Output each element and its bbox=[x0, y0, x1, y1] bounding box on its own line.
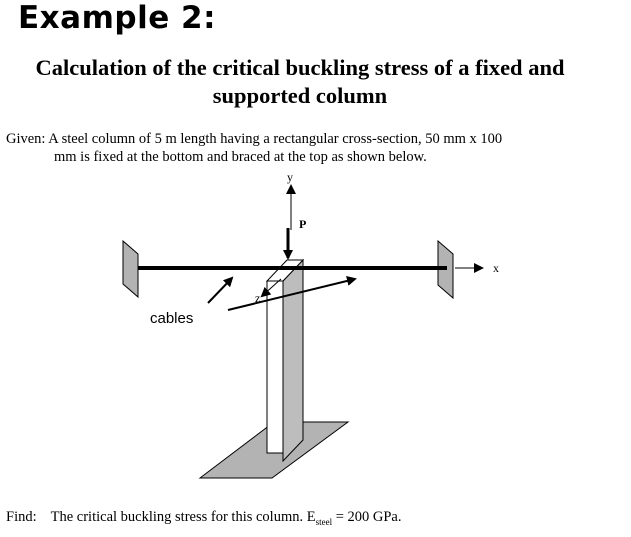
z-axis-label: z bbox=[255, 291, 261, 305]
y-axis-label: y bbox=[287, 170, 293, 184]
column-side-face bbox=[283, 260, 303, 461]
find-label: Find: bbox=[6, 509, 37, 525]
cables-pointer-arrow bbox=[208, 278, 232, 303]
find-paragraph bbox=[6, 509, 626, 527]
given-line-1: A steel column of 5 m length having a rectangular cross-section, 50 mm x 100 bbox=[48, 131, 503, 147]
column-front-face bbox=[267, 281, 283, 453]
title-line-2: supported column bbox=[212, 83, 388, 108]
cables-label: cables bbox=[150, 310, 194, 327]
title-line-1: Calculation of the critical buckling stress of a fixed and bbox=[35, 55, 565, 80]
given-label: Given: bbox=[6, 131, 46, 147]
find-text: The critical buckling stress for this column. E bbox=[50, 509, 316, 525]
example-heading: Example 2: bbox=[18, 0, 216, 36]
load-label: P bbox=[299, 217, 307, 231]
find-value: = 200 GPa. bbox=[332, 509, 402, 525]
find-subscript: steel bbox=[315, 516, 333, 527]
x-axis-label: x bbox=[493, 261, 499, 275]
left-wall-support bbox=[123, 241, 138, 297]
given-line-2: mm is fixed at the bottom and braced at the top as shown below. bbox=[54, 149, 427, 165]
